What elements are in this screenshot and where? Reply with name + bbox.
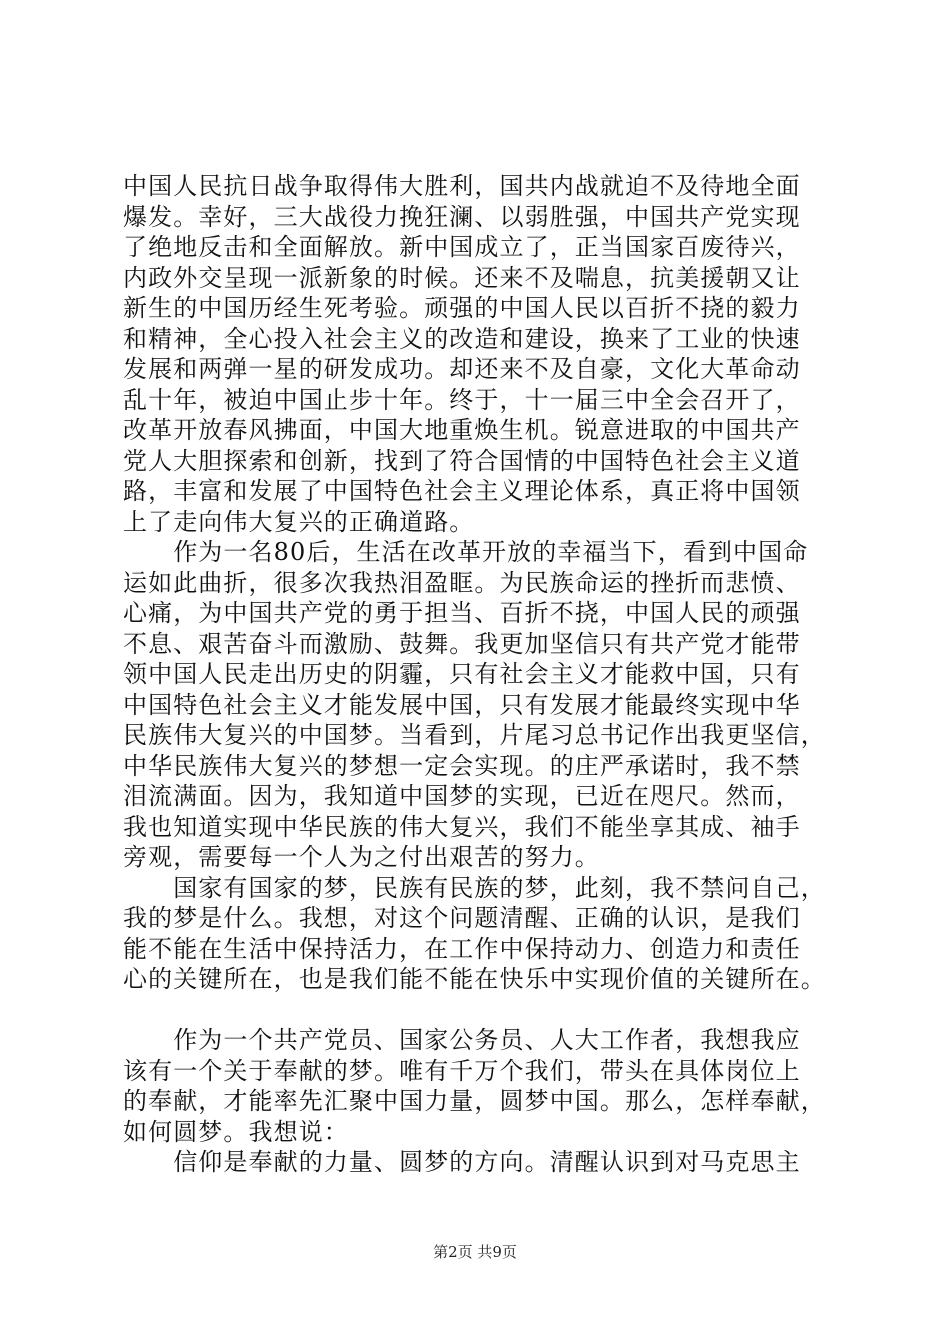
text-line: 该有一个关于奉献的梦。唯有千万个我们，带头在具体岗位上 — [123, 1056, 801, 1085]
text-line: 乱十年，被迫中国止步十年。终于，十一届三中全会召开了， — [123, 385, 801, 414]
text-line: 发展和两弹一星的研发成功。却还来不及自豪，文化大革命动 — [123, 355, 801, 383]
text-line: 作为一个共产党员、国家公务员、人大工作者，我想我应 — [123, 1026, 801, 1054]
text-line: 中国人民抗日战争取得伟大胜利，国共内战就迫不及待地全面 — [123, 172, 801, 200]
text-line: 能不能在生活中保持活力，在工作中保持动力、创造力和责任 — [123, 934, 801, 963]
text-line: 泪流满面。因为，我知道中国梦的实现，已近在咫尺。然而， — [123, 782, 801, 810]
text-line: 内政外交呈现一派新象的时候。还来不及喘息，抗美援朝又让 — [123, 263, 801, 292]
text-line: 领中国人民走出历史的阴霾，只有社会主义才能救中国，只有 — [123, 660, 801, 688]
text-line: 心痛，为中国共产党的勇于担当、百折不挠，中国人民的顽强 — [123, 599, 801, 627]
text-line: 作为一名80后，生活在改革开放的幸福当下，看到中国命 — [123, 538, 809, 566]
text-line: 党人大胆探索和创新，找到了符合国情的中国特色社会主义道 — [123, 446, 801, 475]
text-line: 我的梦是什么。我想，对这个问题清醒、正确的认识，是我们 — [123, 904, 801, 932]
text-line: 中华民族伟大复兴的梦想一定会实现。的庄严承诺时，我不禁 — [123, 751, 801, 780]
text-line: 路，丰富和发展了中国特色社会主义理论体系，真正将中国领 — [123, 477, 801, 505]
text-line: 改革开放春风拂面，中国大地重焕生机。锐意进取的中国共产 — [123, 416, 801, 444]
text-line: 民族伟大复兴的中国梦。当看到，片尾习总书记作出我更坚信， — [123, 721, 826, 749]
text-line: 心的关键所在，也是我们能不能在快乐中实现价值的关键所在。 — [123, 965, 826, 993]
text-line: 旁观，需要每一个人为之付出艰苦的努力。 — [123, 843, 600, 871]
text-line: 新生的中国历经生死考验。顽强的中国人民以百折不挠的毅力 — [123, 294, 801, 322]
text-line: 了绝地反击和全面解放。新中国成立了，正当国家百废待兴， — [123, 233, 801, 261]
body-text — [123, 171, 835, 1178]
text-line: 运如此曲折，很多次我热泪盈眶。为民族命运的挫折而悲愤、 — [123, 568, 801, 597]
page-footer — [0, 1242, 950, 1262]
text-line: 中国特色社会主义才能发展中国，只有发展才能最终实现中华 — [123, 690, 801, 719]
text-line: 上了走向伟大复兴的正确道路。 — [123, 507, 475, 536]
text-line: 不息、艰苦奋斗而激励、鼓舞。我更加坚信只有共产党才能带 — [123, 629, 801, 658]
text-line: 信仰是奉献的力量、圆梦的方向。清醒认识到对马克思主 — [123, 1148, 801, 1176]
text-line: 我也知道实现中华民族的伟大复兴，我们不能坐享其成、袖手 — [123, 812, 801, 841]
page-indicator: 第2页 共9页 — [433, 1243, 517, 1261]
text-line: 如何圆梦。我想说： — [123, 1117, 349, 1146]
text-line: 国家有国家的梦，民族有民族的梦，此刻，我不禁问自己， — [123, 873, 826, 902]
text-line: 的奉献，才能率先汇聚中国力量，圆梦中国。那么，怎样奉献， — [123, 1087, 826, 1115]
text-line: 爆发。幸好，三大战役力挽狂澜、以弱胜强，中国共产党实现 — [123, 202, 801, 231]
blank-line — [123, 995, 835, 1026]
text-line: 和精神，全心投入社会主义的改造和建设，换来了工业的快速 — [123, 324, 801, 353]
